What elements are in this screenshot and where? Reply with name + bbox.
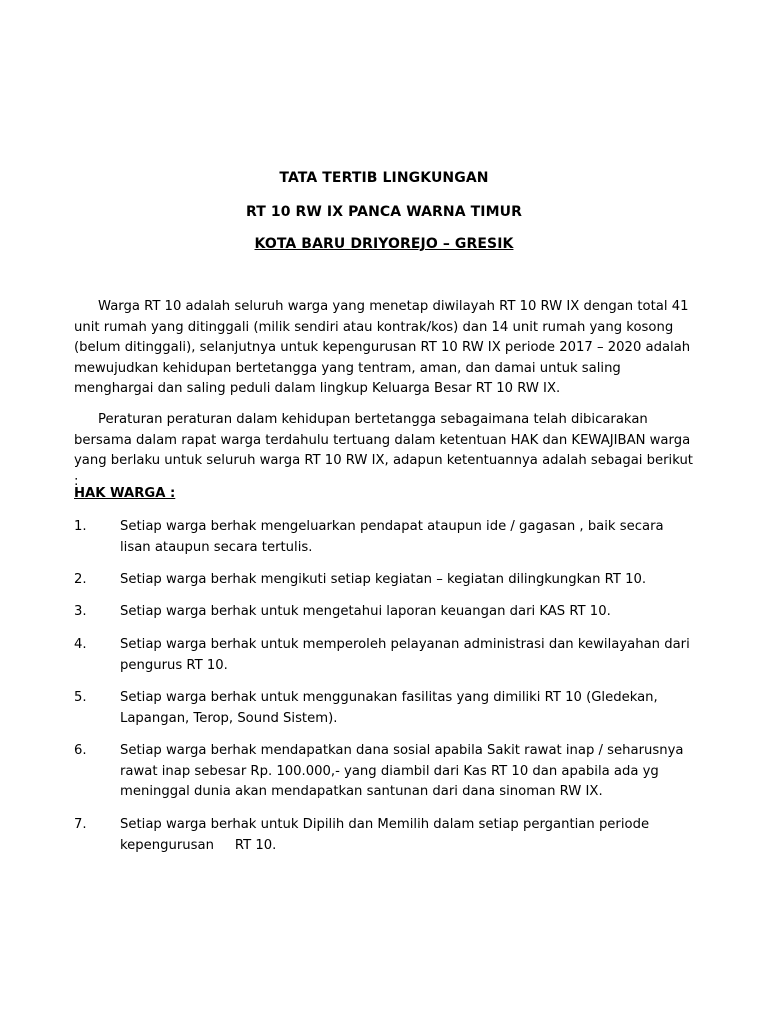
- list-item-text: Setiap warga berhak mengeluarkan pendapat ataupun ide / gagasan , baik secara lisan ataupun secara tertulis.: [120, 519, 668, 555]
- list-item-text: Setiap warga berhak untuk mengetahui laporan keuangan dari KAS RT 10.: [120, 604, 611, 619]
- document-subtitle: RT 10 RW IX PANCA WARNA TIMUR: [245, 204, 522, 220]
- list-item-text: Setiap warga berhak untuk menggunakan fasilitas yang dimiliki RT 10 (Gledekan, Lapangan, Terop, Sound Sistem).: [120, 690, 662, 726]
- list-item-text: Setiap warga berhak untuk Dipilih dan Memilih dalam setiap pergantian periode kepengurusan RT 10.: [120, 817, 654, 853]
- regulation-paragraph: Peraturan peraturan dalam kehidupan bertetangga sebagaimana telah dibicarakan bersama dalam rapat warga terdahulu tertuang dalam ketentuan HAK dan KEWAJIBAN warga yang berlaku untuk seluruh warga RT 10 RW IX, adapun ketentuannya adalah sebagai berikut :: [74, 412, 693, 489]
- list-item-number: 6.: [74, 743, 87, 758]
- document-title: TATA TERTIB LINGKUNGAN: [279, 170, 489, 186]
- list-item-number: 7.: [74, 817, 87, 832]
- list-item-text: Setiap warga berhak untuk memperoleh pelayanan administrasi dan kewilayahan dari pengurus RT 10.: [120, 637, 694, 673]
- list-item-number: 2.: [74, 572, 87, 587]
- list-item-number: 1.: [74, 519, 87, 534]
- list-item-number: 3.: [74, 604, 87, 619]
- document-location: KOTA BARU DRIYOREJO – GRESIK: [254, 236, 514, 252]
- list-item-number: 5.: [74, 690, 87, 705]
- intro-paragraph: Warga RT 10 adalah seluruh warga yang menetap diwilayah RT 10 RW IX dengan total 41 unit rumah yang ditinggali (milik sendiri atau kontrak/kos) dan 14 unit rumah yang kosong (belum ditinggali), selanjutnya untuk kepengurusan RT 10 RW IX periode 2017 – 2020 adalah mewujudkan kehidupan bertetangga yang tentram, aman, dan damai untuk saling menghargai dan saling peduli dalam lingkup Keluarga Besar RT 10 RW IX.: [74, 299, 691, 397]
- list-item-text: Setiap warga berhak mengikuti setiap kegiatan – kegiatan dilingkungkan RT 10.: [120, 572, 647, 587]
- list-item-text: Setiap warga berhak mendapatkan dana sosial apabila Sakit rawat inap / seharusnya rawat inap sebesar Rp. 100.000,- yang diambil dari Kas RT 10 dan apabila ada yg meninggal dunia akan mendapatkan santunan dari dana sinoman RW IX.: [120, 743, 688, 800]
- list-item-number: 4.: [74, 637, 87, 652]
- section-heading-hak-warga: HAK WARGA :: [74, 486, 176, 501]
